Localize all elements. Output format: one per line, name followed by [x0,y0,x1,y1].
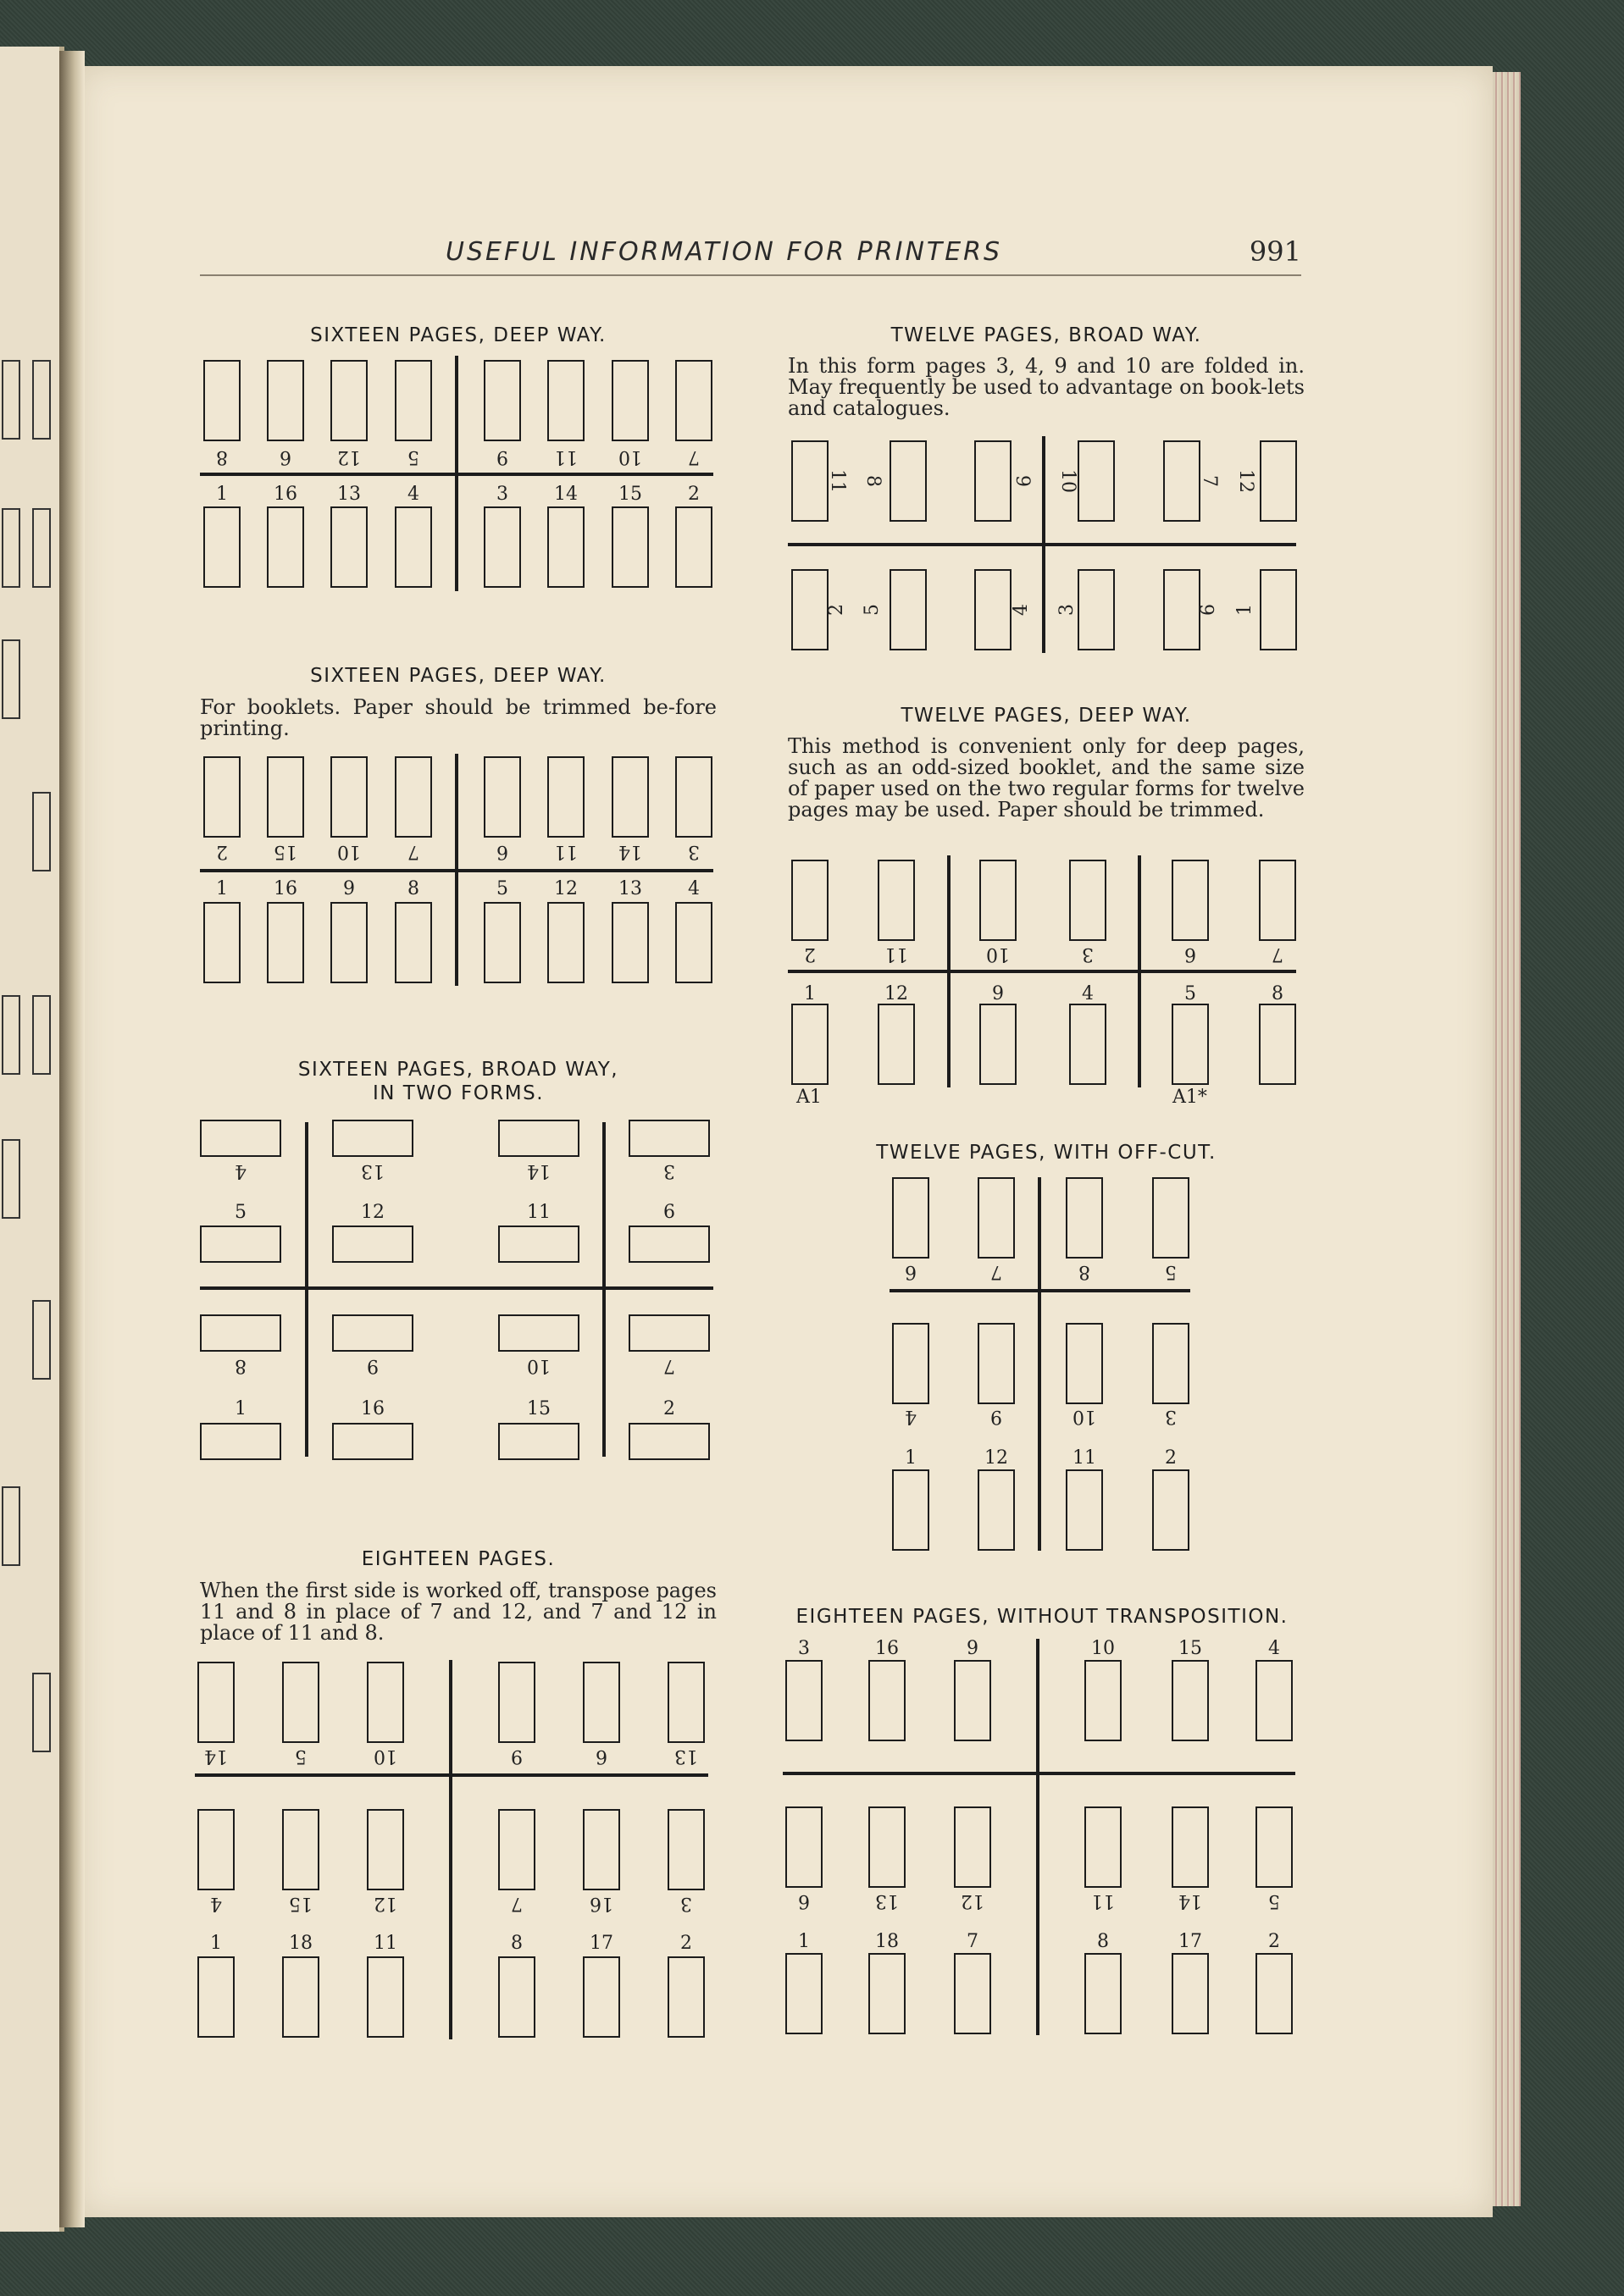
page-number-label: 10 [1073,1406,1096,1427]
page-block [974,569,1012,650]
page-block [612,756,649,838]
page-block [282,1809,319,1890]
page-block [612,506,649,588]
page-block [668,1662,705,1743]
facing-page-fragment [2,995,20,1075]
page-number-label: 10 [618,446,642,467]
page-number-label: 6 [905,1261,917,1282]
page-number-label: 12 [884,983,908,1004]
page-number-label: 3 [1082,943,1094,965]
page-number-label: 12 [554,878,578,899]
page-block [978,1177,1015,1259]
page-number-label: 8 [216,446,228,467]
page-block [197,1662,235,1743]
page-number-label: 7 [1199,475,1220,487]
page-number-label: 2 [688,484,700,505]
section-heading: SIXTEEN PAGES, DEEP WAY. [310,665,607,687]
page-block [629,1120,710,1157]
page-number-label: 4 [1268,1638,1280,1659]
page-block [547,506,585,588]
page-number-label: 10 [1057,469,1078,493]
page-number-label: 5 [407,446,419,467]
page-block [395,756,432,838]
page-block [1069,860,1106,941]
facing-page-fragment [32,1673,51,1752]
page-block [1078,440,1115,522]
page-number-label: 5 [1165,1261,1177,1282]
page-number-label: 14 [1178,1890,1202,1911]
page-number-label: 13 [361,1160,385,1181]
page-block [675,902,712,983]
page-block [1066,1323,1103,1404]
page-number-label: 14 [527,1160,551,1181]
page-block [1084,1953,1122,2034]
page-number-label: 3 [1165,1406,1177,1427]
page-number-label: 4 [905,1406,917,1427]
section-text: When the first side is worked off, transpose pages 11 and 8 in place of 7 and 12, and 7 and 12 in place of 11 and 8. [200,1579,717,1645]
page-block [484,506,521,588]
page-block [892,1177,929,1259]
section-heading: TWELVE PAGES, DEEP WAY. [901,705,1192,727]
page-number-label: 16 [274,878,297,899]
page-block [267,756,304,838]
page-number: 991 [1249,235,1301,268]
facing-page-fragment [32,508,51,588]
page-number-label: 8 [235,1355,247,1376]
page-block [498,1314,579,1352]
fold-line [1038,1177,1041,1551]
page-number-label: 14 [554,484,578,505]
section-heading: SIXTEEN PAGES, DEEP WAY. [310,324,607,346]
page-block [629,1225,710,1263]
page-block [1172,860,1209,941]
page-number-label: 3 [1056,604,1078,616]
page-number-label: 9 [496,446,508,467]
section-heading: EIGHTEEN PAGES, WITHOUT TRANSPOSITION. [795,1606,1289,1628]
page-number-label: 9 [511,1746,523,1767]
page-block [583,1956,620,2038]
page-number-label: 5 [235,1202,247,1223]
page-number-label: 9 [992,983,1004,1004]
page-number-label: 11 [827,469,848,493]
page-number-label: 16 [274,484,297,505]
page-number-label: 8 [1097,1931,1109,1952]
page-block [791,1004,829,1085]
page-number-label: 6 [1184,943,1196,965]
page-number-label: 18 [875,1931,899,1952]
facing-page-edge [0,47,64,2232]
page-block [1163,569,1200,650]
page-number-label: 15 [527,1398,551,1419]
page-number-label: 14 [204,1746,228,1767]
facing-page-fragment [2,639,20,719]
page-block [583,1662,620,1743]
page-block [612,360,649,441]
page-block [1163,440,1200,522]
page-block [675,506,712,588]
page-number-label: 6 [663,1202,675,1223]
page-block [1066,1177,1103,1259]
page-number-label: 3 [663,1160,675,1181]
page-number-label: 2 [1268,1931,1280,1952]
page-number-label: 9 [967,1638,978,1659]
fold-line [455,356,458,591]
running-header [200,230,1301,276]
page-number-label: 1 [210,1933,222,1954]
page-block [547,360,585,441]
page-block [498,1423,579,1460]
page-block [1152,1469,1189,1551]
signature-mark: A1* [1172,1087,1207,1108]
page-block [203,756,241,838]
page-block [330,506,368,588]
page-block [1152,1177,1189,1259]
facing-page-fragment [2,1486,20,1566]
section-heading: EIGHTEEN PAGES. [361,1548,556,1570]
page-number-label: 8 [1272,983,1283,1004]
page-number-label: 4 [688,878,700,899]
page-block [395,360,432,441]
fold-line [455,754,458,986]
fold-line [1036,1639,1039,2035]
page-block [791,569,829,650]
page-number-label: 17 [590,1933,613,1954]
page-block [878,860,915,941]
page-number-label: 17 [1178,1931,1202,1952]
page-block [791,440,829,522]
fold-line [305,1122,308,1457]
page-block [547,756,585,838]
page-number-label: 4 [1011,604,1032,616]
page-number-label: 4 [407,484,419,505]
page-block [330,756,368,838]
page-block [484,756,521,838]
page-number-label: 15 [618,484,642,505]
page-block [200,1120,281,1157]
page-block [892,1469,929,1551]
page-block [197,1809,235,1890]
page-number-label: 7 [663,1355,675,1376]
fold-line [449,1660,452,2039]
page-block [267,902,304,983]
page-number-label: 12 [961,1890,984,1911]
page-number-label: 4 [1082,983,1094,1004]
page-block [1069,1004,1106,1085]
page-block [668,1956,705,2038]
page-block [1260,440,1297,522]
page-block [332,1120,413,1157]
page-number-label: 1 [216,484,228,505]
page-block [785,1660,823,1741]
page-number-label: 3 [688,841,700,862]
page-number-label: 18 [289,1933,313,1954]
page-number-label: 13 [618,878,642,899]
section-text: This method is convenient only for deep pages, such as an odd-sized booklet, and the same size of paper used on the two regular forms for twelve pages may be used. Paper should be trimmed. [788,734,1305,822]
fold-line [947,855,951,1087]
page-block [954,1953,991,2034]
page-number-label: 4 [235,1160,247,1181]
page-number-label: 7 [990,1261,1002,1282]
page-block [1172,1660,1209,1741]
page-number-label: 6 [596,1746,607,1767]
page-number-label: 8 [862,475,884,487]
page-number-label: 6 [280,446,291,467]
page-number-label: 9 [990,1406,1002,1427]
page-number-label: 2 [1165,1447,1177,1469]
page-number-label: 11 [1091,1890,1115,1911]
page-number-label: 16 [875,1638,899,1659]
page-block [668,1809,705,1890]
signature-mark: A1 [796,1087,822,1108]
page-number-label: 6 [496,841,508,862]
page-block [267,506,304,588]
page-number-label: 9 [1012,475,1033,487]
page-number-label: 6 [1198,604,1219,616]
page-number-label: 8 [407,878,419,899]
page-block [629,1314,710,1352]
page-block [498,1225,579,1263]
page-number-label: 2 [663,1398,675,1419]
facing-page-fragment [2,1139,20,1219]
page-block [200,1225,281,1263]
page-number-label: 11 [884,943,908,965]
page-block [583,1809,620,1890]
page-number-label: 11 [1073,1447,1096,1469]
page-block [330,902,368,983]
page-block [1259,860,1296,941]
fold-line [788,970,1296,973]
page-number-label: 3 [798,1638,810,1659]
page-number-label: 13 [337,484,361,505]
page-block [395,902,432,983]
page-block [498,1120,579,1157]
page-block [785,1806,823,1888]
page-block [1255,1806,1293,1888]
page-block [890,569,927,650]
page-block [785,1953,823,2034]
facing-page-fragment [2,360,20,440]
page-number-label: 10 [1091,1638,1115,1659]
page-block [1172,1004,1209,1085]
page-block [892,1323,929,1404]
page-block [200,1423,281,1460]
page-number-label: 12 [337,446,361,467]
page-block [200,1314,281,1352]
page-block [1255,1953,1293,2034]
page-block [282,1956,319,2038]
page-block [1078,569,1115,650]
page-number-label: 4 [210,1893,222,1914]
page-number-label: 11 [527,1202,551,1223]
page-number-label: 11 [374,1933,397,1954]
page-number-label: 10 [374,1746,397,1767]
fold-line [1138,855,1141,1087]
page-block [675,360,712,441]
fold-line [1042,436,1045,653]
page-block [547,902,585,983]
page-block [979,1004,1017,1085]
page-block [878,1004,915,1085]
page-number-label: 1 [216,878,228,899]
page-number-label: 11 [554,446,578,467]
page-number-label: 12 [984,1447,1008,1469]
section-heading: IN TWO FORMS. [372,1082,545,1104]
page-block [367,1662,404,1743]
page-block [974,440,1012,522]
page-number-label: 16 [361,1398,385,1419]
page-block [498,1662,535,1743]
page-number-label: 1 [804,983,816,1004]
page-number-label: 1 [905,1447,917,1469]
page-number-label: 9 [343,878,355,899]
page-block [954,1660,991,1741]
page-block [1259,1004,1296,1085]
page-number-label: 5 [1184,983,1196,1004]
section-text: For booklets. Paper should be trimmed be-fore printing. [200,695,717,740]
page-number-label: 12 [1235,469,1256,493]
section-heading: SIXTEEN PAGES, BROAD WAY, [297,1059,619,1081]
page-block [791,860,829,941]
page-number-label: 5 [862,604,883,616]
page-number-label: 14 [618,841,642,862]
facing-page-fragment [32,360,51,440]
page-block [1084,1806,1122,1888]
page-block [330,360,368,441]
page-number-label: 3 [680,1893,692,1914]
page-block [1172,1806,1209,1888]
page-number-label: 13 [674,1746,698,1767]
page-block [1172,1953,1209,2034]
page-number-label: 13 [875,1890,899,1911]
page-number-label: 7 [1272,943,1283,965]
page-block [612,902,649,983]
page-block [484,902,521,983]
page-number-label: 1 [235,1398,247,1419]
page-number-label: 3 [496,484,508,505]
page-block [367,1809,404,1890]
section-heading: TWELVE PAGES, WITH OFF-CUT. [876,1142,1217,1164]
running-title: USEFUL INFORMATION FOR PRINTERS [446,237,1003,267]
fold-line [602,1122,606,1457]
page-block [332,1225,413,1263]
page-block [954,1806,991,1888]
page-block [890,440,927,522]
facing-page-fragment [32,1300,51,1380]
page-number-label: 7 [511,1893,523,1914]
page-number-label: 10 [986,943,1010,965]
page-block [498,1809,535,1890]
facing-page-fragment [32,995,51,1075]
page-number-label: 1 [798,1931,810,1952]
page-number-label: 7 [967,1931,978,1952]
page-number-label: 15 [1178,1638,1202,1659]
page-block [978,1323,1015,1404]
page-block [629,1423,710,1460]
page-number-label: 16 [590,1893,613,1914]
page-number-label: 5 [496,878,508,899]
fold-line [200,1286,713,1290]
page-gutter [59,51,85,2227]
page-block [1255,1660,1293,1741]
page-block [868,1953,906,2034]
page-block [332,1314,413,1352]
page-block [267,360,304,441]
page-number-label: 10 [337,841,361,862]
page-block [203,902,241,983]
page-number-label: 2 [804,943,816,965]
page-block [1084,1660,1122,1741]
page-number-label: 1 [1234,604,1255,616]
page-number-label: 12 [361,1202,385,1223]
page-number-label: 5 [1268,1890,1280,1911]
page-number-label: 2 [680,1933,692,1954]
section-text: In this form pages 3, 4, 9 and 10 are folded in. May frequently be used to advantage on book-lets and catalogues. [788,354,1305,420]
page-block [484,360,521,441]
page-block [282,1662,319,1743]
page-number-label: 15 [274,841,297,862]
page-number-label: 2 [216,841,228,862]
facing-page-fragment [32,792,51,871]
page-block [498,1956,535,2038]
page-block [675,756,712,838]
page-block [978,1469,1015,1551]
page-block [1066,1469,1103,1551]
section-heading: TWELVE PAGES, BROAD WAY. [890,324,1202,346]
page-number-label: 7 [407,841,419,862]
page-block [332,1423,413,1460]
page-number-label: 15 [289,1893,313,1914]
page-block [203,506,241,588]
page-block [197,1956,235,2038]
page-number-label: 9 [367,1355,379,1376]
page-block [979,860,1017,941]
page-number-label: 10 [527,1355,551,1376]
page-block [1260,569,1297,650]
page-block [203,360,241,441]
page-block [1152,1323,1189,1404]
page-number-label: 8 [511,1933,523,1954]
page-number-label: 2 [826,604,847,616]
page-number-label: 7 [688,446,700,467]
page-number-label: 6 [798,1890,810,1911]
page-number-label: 8 [1078,1261,1090,1282]
page-block [868,1660,906,1741]
page-number-label: 12 [374,1893,397,1914]
page-block [395,506,432,588]
facing-page-fragment [2,508,20,588]
page-block [367,1956,404,2038]
page-number-label: 11 [554,841,578,862]
page-block [868,1806,906,1888]
page-number-label: 5 [295,1746,307,1767]
